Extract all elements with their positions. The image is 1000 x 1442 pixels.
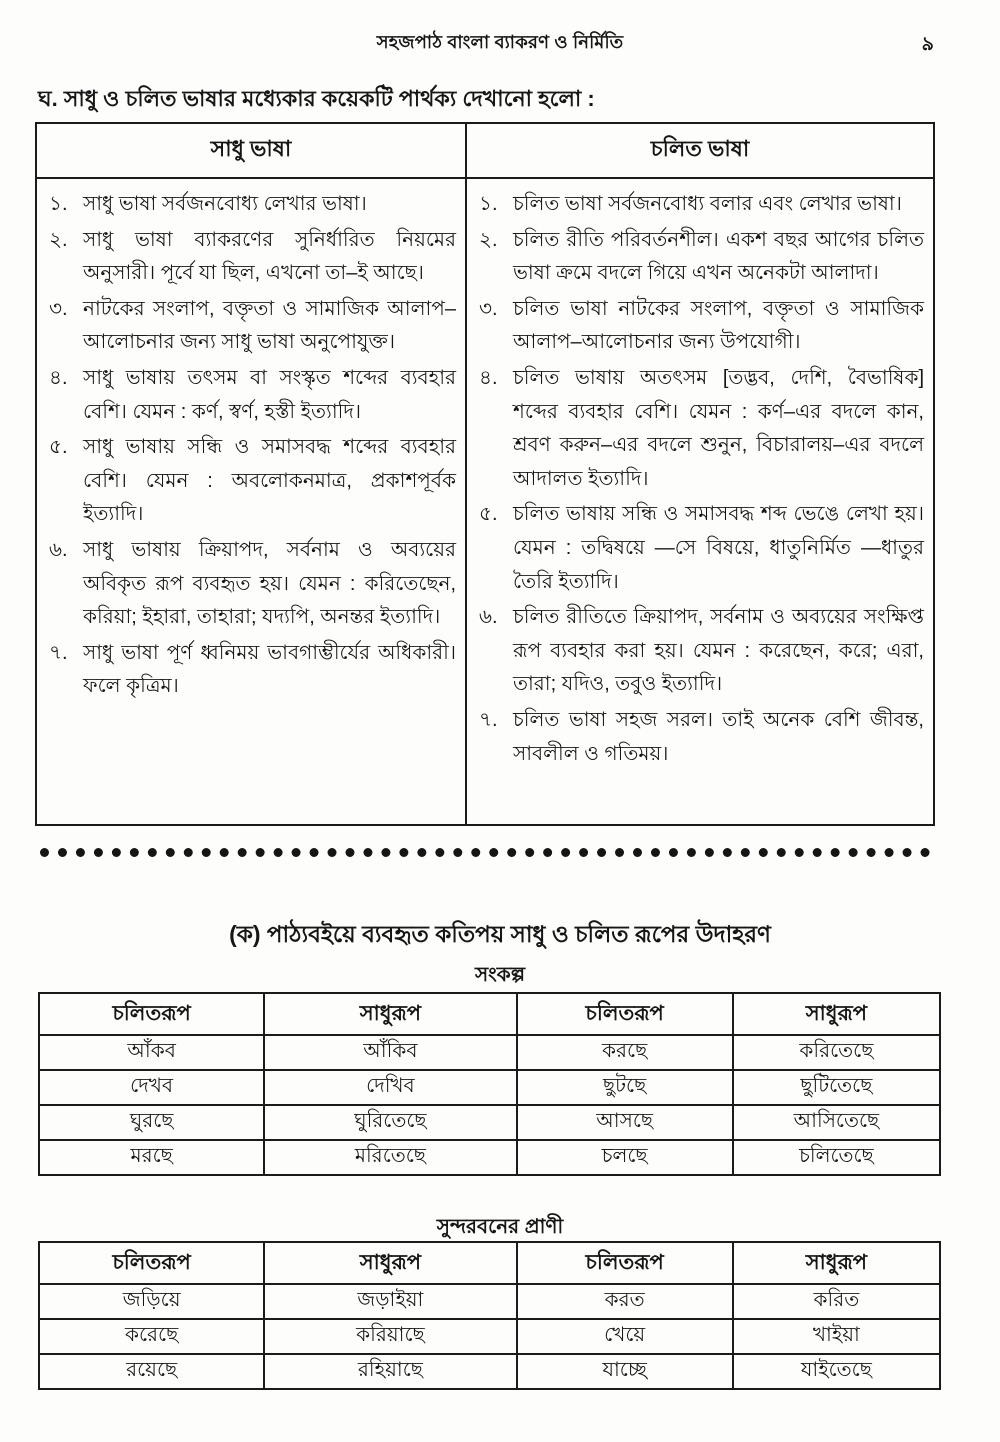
running-head: সহজপাঠ বাংলা ব্যাকরণ ও নির্মিতি — [376, 32, 624, 52]
header-cell-sadhu-rup: সাধুরূপ — [733, 993, 940, 1035]
column-header-sadhu-bhasha: সাধু ভাষা — [37, 124, 467, 177]
table-row — [39, 1140, 940, 1175]
header-cell-cholito-rup: চলিতরূপ — [517, 1242, 733, 1284]
item-text: চলিত ভাষায় সন্ধি ও সমাসবদ্ধ শব্দ ভেঙে লেখা হয়। যেমন : তদ্বিষয়ে —সে বিষয়ে, ধাতুনির্মিত —ধাতুর তৈরি ইত্যাদি। — [513, 503, 924, 593]
cholito-column — [467, 179, 933, 824]
table-row — [39, 1319, 940, 1354]
item-text: চলিত ভাষা নাটকের সংলাপ, বক্তৃতা ও সামাজিক আলাপ–আলোচনার জন্য উপযোগী। — [513, 297, 924, 354]
header-cell-sadhu-rup: সাধুরূপ — [264, 1242, 516, 1284]
item-number: ১. — [479, 193, 498, 215]
table-row — [39, 1105, 940, 1140]
item-number: ২. — [479, 228, 498, 251]
item-text: চলিত রীতি পরিবর্তনশীল। একশ বছর আগের চলিত ভাষা ক্রমে বদলে গিয়ে এখন অনেকটা আলাদা। — [513, 228, 924, 285]
item-text: সাধু ভাষা পূর্ণ ধ্বনিময় ভাবগাম্ভীর্যের অধিকারী। ফলে কৃত্রিম। — [83, 641, 456, 698]
list-item — [41, 534, 456, 635]
section-heading: ঘ. সাধু ও চলিত ভাষার মধ্যেকার কয়েকটি পার্থক্য দেখানো হলো : — [38, 86, 595, 111]
table-cell: দেখব — [39, 1070, 264, 1105]
examples-section-heading: (ক) পাঠ্যবইয়ে ব্যবহৃত কতিপয় সাধু ও চলিত রূপের উদাহরণ — [229, 921, 771, 947]
comparison-table-header-row — [37, 124, 933, 179]
item-number: ৬. — [49, 538, 68, 561]
table-cell: করত — [517, 1284, 733, 1319]
table-row — [39, 1284, 940, 1319]
table-cell: আসছে — [517, 1105, 733, 1140]
list-item — [41, 362, 456, 429]
header-cell-cholito-rup: চলিতরূপ — [39, 1242, 264, 1284]
table-header-row — [39, 993, 940, 1035]
table-cell: আঁকিব — [264, 1035, 516, 1070]
list-item — [41, 293, 456, 360]
table-title-shongkolpo: সংকল্প — [474, 964, 526, 986]
header-cell-cholito-rup: চলিতরূপ — [39, 993, 264, 1035]
item-number: ৫. — [479, 503, 498, 526]
list-item — [471, 601, 924, 702]
item-number: ৩. — [479, 297, 498, 320]
item-text: চলিত ভাষা সহজ সরল। তাই অনেক বেশি জীবন্ত, সাবলীল ও গতিময়। — [513, 708, 924, 765]
item-text: সাধু ভাষা ব্যাকরণের সুনির্ধারিত নিয়মের অনুসারী। পূর্বে যা ছিল, এখনো তা–ই আছে। — [83, 228, 456, 285]
comparison-table-body — [37, 179, 933, 824]
sadhu-column — [37, 179, 467, 824]
list-item — [471, 362, 924, 496]
table-cell: যাইতেছে — [733, 1354, 940, 1389]
item-number: ৫. — [49, 436, 68, 459]
table-cell: করিতেছে — [733, 1035, 940, 1070]
table-cell: রয়েছে — [39, 1354, 264, 1389]
list-item — [41, 637, 456, 704]
table-cell: করছে — [517, 1035, 733, 1070]
item-text: চলিত রীতিতে ক্রিয়াপদ, সর্বনাম ও অব্যয়ের সংক্ষিপ্ত রূপ ব্যবহার করা হয়। যেমন : করেছেন, করে; এরা, তারা; যদিও, তবুও ইত্যাদি। — [513, 606, 924, 696]
list-item — [471, 188, 924, 222]
examples-table-sundarban — [38, 1241, 941, 1390]
item-number: ২. — [49, 228, 68, 251]
list-item — [41, 224, 456, 291]
table-cell: জড়িয়ে — [39, 1284, 264, 1319]
header-cell-sadhu-rup: সাধুরূপ — [733, 1242, 940, 1284]
item-number: ৬. — [479, 606, 498, 629]
table-cell: আসিতেছে — [733, 1105, 940, 1140]
item-text: সাধু ভাষায় তৎসম বা সংস্কৃত শব্দের ব্যবহার বেশি। যেমন : কর্ণ, স্বর্ণ, হস্তী ইত্যাদি। — [83, 366, 456, 423]
table-cell: চলছে — [517, 1140, 733, 1175]
table-cell: করিয়াছে — [264, 1319, 516, 1354]
table-cell: দেখিব — [264, 1070, 516, 1105]
item-text: চলিত ভাষা সর্বজনবোধ্য বলার এবং লেখার ভাষা। — [513, 193, 902, 215]
item-text: সাধু ভাষায় ক্রিয়াপদ, সর্বনাম ও অব্যয়ের অবিকৃত রূপ ব্যবহৃত হয়। যেমন : করিতেছেন, করিয়া; ইহারা, তাহারা; যদ্যপি, অনন্তর ইত্যাদি। — [83, 538, 456, 629]
dotted-divider — [40, 848, 930, 857]
item-number: ১. — [49, 193, 68, 215]
header-cell-sadhu-rup: সাধুরূপ — [264, 993, 516, 1035]
table-cell: জড়াইয়া — [264, 1284, 516, 1319]
item-text: চলিত ভাষায় অতৎসম [তদ্ভব, দেশি, বৈভাষিক] শব্দের ব্যবহার বেশি। যেমন : কর্ণ–এর বদলে কান, শ্রবণ করুন–এর বদলে শুনুন, বিচারালয়–এর বদলে আদালত ইত্যাদি। — [513, 366, 924, 490]
list-item — [471, 224, 924, 291]
item-number: ৪. — [479, 366, 498, 389]
table-cell: করিত — [733, 1284, 940, 1319]
header-cell-cholito-rup: চলিতরূপ — [517, 993, 733, 1035]
table-cell: রহিয়াছে — [264, 1354, 516, 1389]
item-number: ৩. — [49, 297, 68, 320]
table-title-sundarban: সুন্দরবনের প্রাণী — [436, 1216, 564, 1238]
table-cell: খাইয়া — [733, 1319, 940, 1354]
item-text: সাধু ভাষা সর্বজনবোধ্য লেখার ভাষা। — [83, 193, 367, 215]
table-cell: খেয়ে — [517, 1319, 733, 1354]
page-number: ৯ — [921, 34, 934, 55]
table-cell: মরিতেছে — [264, 1140, 516, 1175]
table-cell: ছুটিতেছে — [733, 1070, 940, 1105]
table-cell: ঘুরছে — [39, 1105, 264, 1140]
table-cell: চলিতেছে — [733, 1140, 940, 1175]
item-text: নাটকের সংলাপ, বক্তৃতা ও সামাজিক আলাপ–আলোচনার জন্য সাধু ভাষা অনুপোযুক্ত। — [83, 297, 456, 354]
table-cell: যাচ্ছে — [517, 1354, 733, 1389]
examples-table-shongkolpo — [38, 992, 941, 1176]
list-item — [471, 498, 924, 599]
list-item — [41, 431, 456, 532]
table-row — [39, 1070, 940, 1105]
item-number: ৭. — [49, 641, 68, 664]
table-cell: করেছে — [39, 1319, 264, 1354]
list-item — [471, 293, 924, 360]
item-number: ৪. — [49, 366, 68, 389]
comparison-table — [35, 122, 935, 826]
table-row — [39, 1354, 940, 1389]
item-text: সাধু ভাষায় সন্ধি ও সমাসবদ্ধ শব্দের ব্যবহার বেশি। যেমন : অবলোকনমাত্র, প্রকাশপূর্বক ইত্যাদি। — [83, 436, 456, 526]
table-header-row — [39, 1242, 940, 1284]
list-item — [41, 188, 456, 222]
table-cell: আঁকব — [39, 1035, 264, 1070]
item-number: ৭. — [479, 708, 498, 731]
table-cell: ছুটছে — [517, 1070, 733, 1105]
list-item — [471, 704, 924, 771]
table-row — [39, 1035, 940, 1070]
table-cell: মরছে — [39, 1140, 264, 1175]
table-cell: ঘুরিতেছে — [264, 1105, 516, 1140]
column-header-cholito-bhasha: চলিত ভাষা — [650, 136, 750, 161]
